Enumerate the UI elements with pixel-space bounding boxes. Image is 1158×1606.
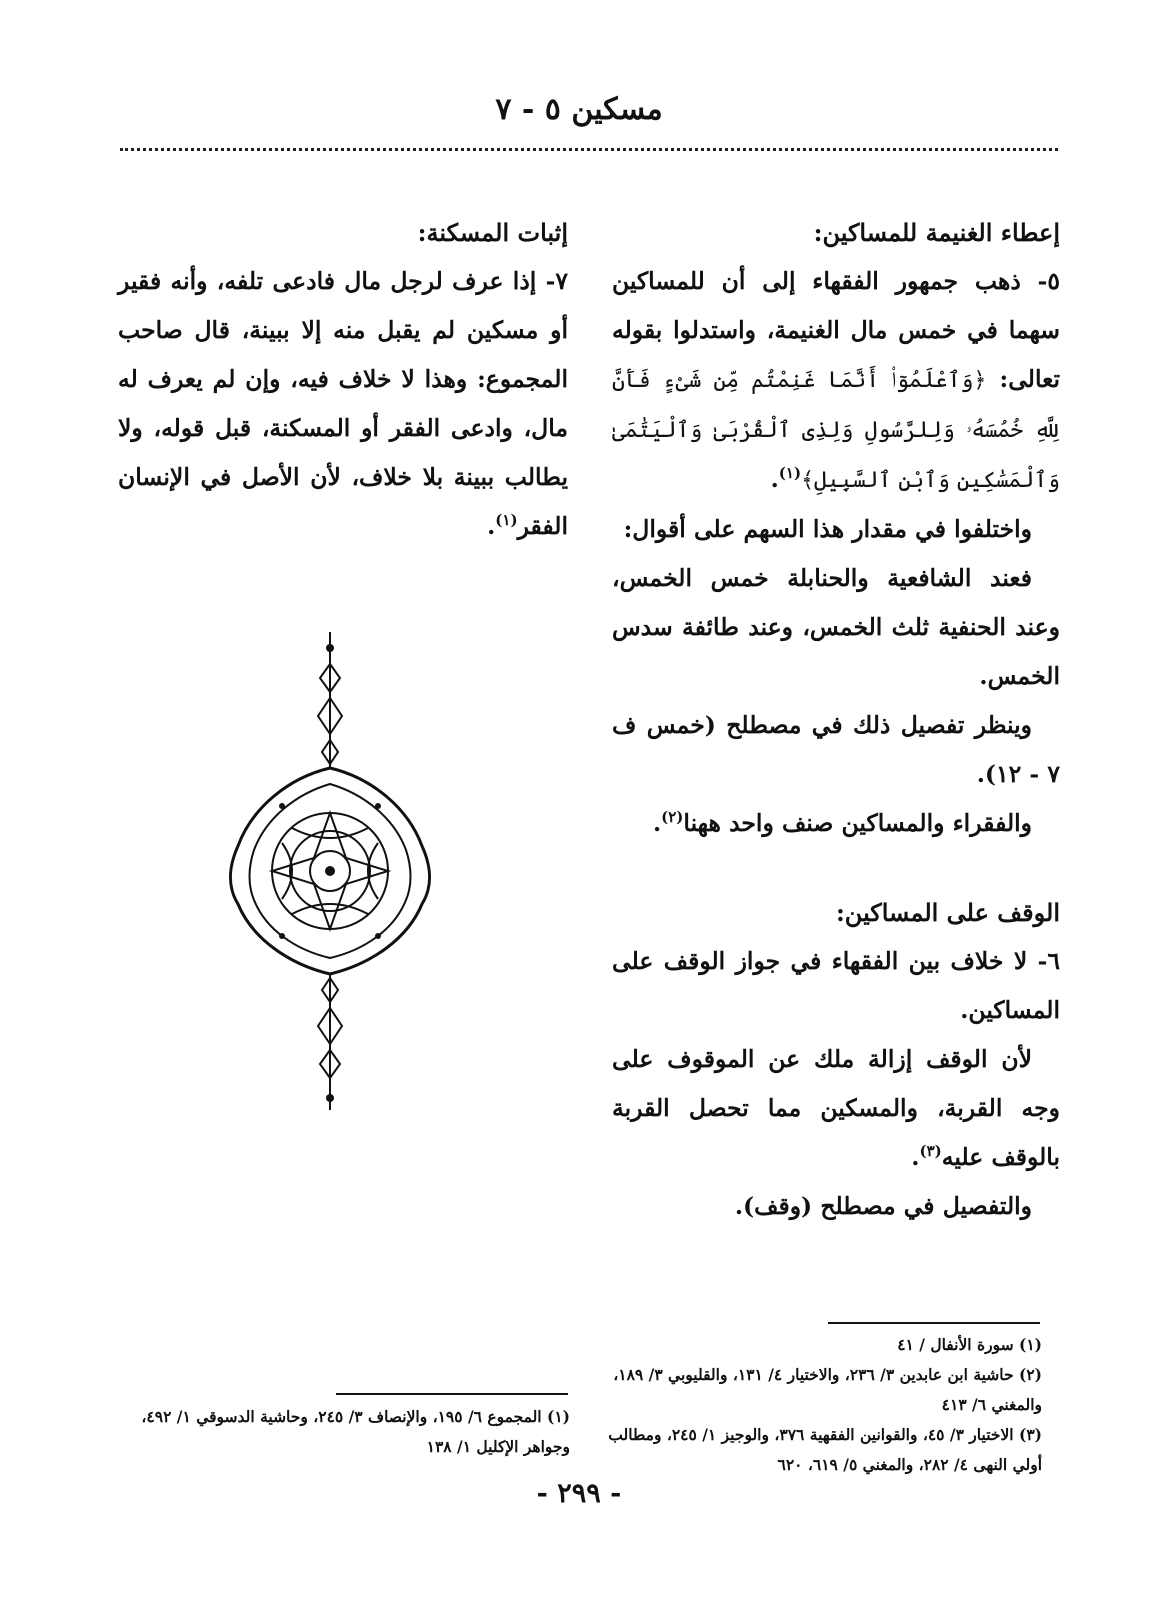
page-header-title: مسكين ٥ - ٧ — [495, 92, 663, 127]
paragraph-see-term: وينظر تفصيل ذلك في مصطلح (خمس ف ٧ - ١٢). — [612, 711, 1060, 788]
footnote-left-1: (١) المجموع ٦/ ١٩٥، والإنصاف ٣/ ٢٤٥، وحاشية الدسوقي ١/ ٤٩٢، وجواهر الإكليل ١/ ١٣٨ — [141, 1407, 570, 1456]
paragraph-details: والتفصيل في مصطلح (وقف). — [734, 1192, 1032, 1220]
header-dotted-rule — [120, 148, 1058, 151]
footnotes-left — [112, 1402, 570, 1462]
footnote-ref-1[interactable]: (١) — [778, 464, 802, 483]
paragraph-5-text: ٥- ذهب جمهور الفقهاء إلى أن للمساكين سهما في خمس مال الغنيمة، واستدلوا بقوله تعالى: — [612, 267, 1060, 393]
paragraph-7: ٧- إذا عرف لرجل مال فادعى تلفه، وأنه فقير أو مسكين لم يقبل منه إلا ببينة، قال صاحب المجموع: وهذا لا خلاف فيه، وإن لم يعرف له مال، وادعى الفقر أو المسكنة، قبل قوله، ولا يطالب ببينة بلا خلاف، لأن الأصل في الإنسان الفقر$^{(١)}$. — [118, 267, 568, 540]
footnotes-right — [602, 1330, 1042, 1480]
footnote-separator-right — [828, 1322, 1040, 1324]
paragraph-opinions: فعند الشافعية والحنابلة خمس الخمس، وعند الحنفية ثلث الخمس، وعند طائفة سدس الخمس. — [612, 564, 1060, 690]
footnote-ref-3[interactable]: (٣) — [919, 1142, 942, 1161]
section-heading-booty: إعطاء الغنيمة للمساكين: — [813, 218, 1060, 247]
section-gap — [612, 848, 1060, 888]
footnote-ref-left-1[interactable]: (١) — [495, 511, 518, 530]
arabesque-ornament-icon — [222, 628, 438, 1114]
footnote-right-1: (١) سورة الأنفال / ٤١ — [897, 1335, 1042, 1354]
section-heading-waqf: الوقف على المساكين: — [835, 898, 1060, 927]
paragraph-7-text: ٧- إذا عرف لرجل مال فادعى تلفه، وأنه فقير أو مسكين لم يقبل منه إلا ببينة، قال صاحب المجموع: وهذا لا خلاف فيه، وإن لم يعرف له مال، وادعى الفقر أو المسكنة، قبل قوله، ولا يطالب ببينة بلا خلاف، لأن الأصل في الإنسان الفقر — [118, 267, 568, 540]
right-column — [612, 208, 1060, 1231]
footnote-separator-left — [336, 1393, 568, 1395]
paragraph-poor-needy-text: والفقراء والمساكين صنف واحد ههنا — [683, 809, 1032, 837]
section-heading-proof: إثبات المسكنة: — [417, 218, 568, 247]
paragraph-poor-needy: والفقراء والمساكين صنف واحد ههنا$^{(٢)}$. — [652, 808, 1032, 837]
footnote-right-2: (٢) حاشية ابن عابدين ٣/ ٢٣٦، والاختيار ٤/ ١٣١، والقليوبي ٣/ ١٨٩، والمغني ٦/ ٤١٣ — [613, 1365, 1042, 1414]
page-number: - ٢٩٩ - — [536, 1478, 622, 1509]
paragraph-6: ٦- لا خلاف بين الفقهاء في جواز الوقف على المساكين. — [612, 947, 1060, 1024]
paragraph-disagreement: واختلفوا في مقدار هذا السهم على أقوال: — [623, 515, 1032, 543]
paragraph-waqf-reason: لأن الوقف إزالة ملك عن الموقوف على وجه القربة، والمسكين مما تحصل القربة بالوقف عليه$^{(٣)}$. — [612, 1045, 1060, 1171]
paragraph-5: ٥- ذهب جمهور الفقهاء إلى أن للمساكين سهما في خمس مال الغنيمة، واستدلوا بقوله تعالى: ﴿وَٱعْلَمُوٓا۟ أَنَّمَا غَنِمْتُم مِّن شَىْءٍ فَأَنَّ لِلَّهِ خُمُسَهُۥ وَلِلرَّسُولِ وَلِذِى ٱلْقُرْبَىٰ وَٱلْيَتَٰمَىٰ وَٱلْمَسَٰكِينِ وَٱبْنِ ٱلسَّبِيلِ﴾$^{(١)}$. — [612, 267, 1060, 493]
left-column — [118, 208, 568, 551]
quran-verse: ﴿وَٱعْلَمُوٓا۟ أَنَّمَا غَنِمْتُم مِّن شَىْءٍ فَأَنَّ لِلَّهِ خُمُسَهُۥ وَلِلرَّسُولِ وَلِذِى ٱلْقُرْبَىٰ وَٱلْيَتَٰمَىٰ وَٱلْمَسَٰكِينِ وَٱبْنِ ٱلسَّبِيلِ﴾ — [612, 368, 1060, 493]
footnote-right-3: (٣) الاختيار ٣/ ٤٥، والقوانين الفقهية ٣٧٦، والوجيز ١/ ٢٤٥، ومطالب أولي النهى ٤/ ٢٨٢، والمغني ٥/ ٦١٩، ٦٢٠ — [608, 1425, 1042, 1474]
footnote-ref-2[interactable]: (٢) — [661, 808, 684, 827]
paragraph-waqf-reason-text: لأن الوقف إزالة ملك عن الموقوف على وجه القربة، والمسكين مما تحصل القربة بالوقف عليه — [612, 1045, 1060, 1171]
